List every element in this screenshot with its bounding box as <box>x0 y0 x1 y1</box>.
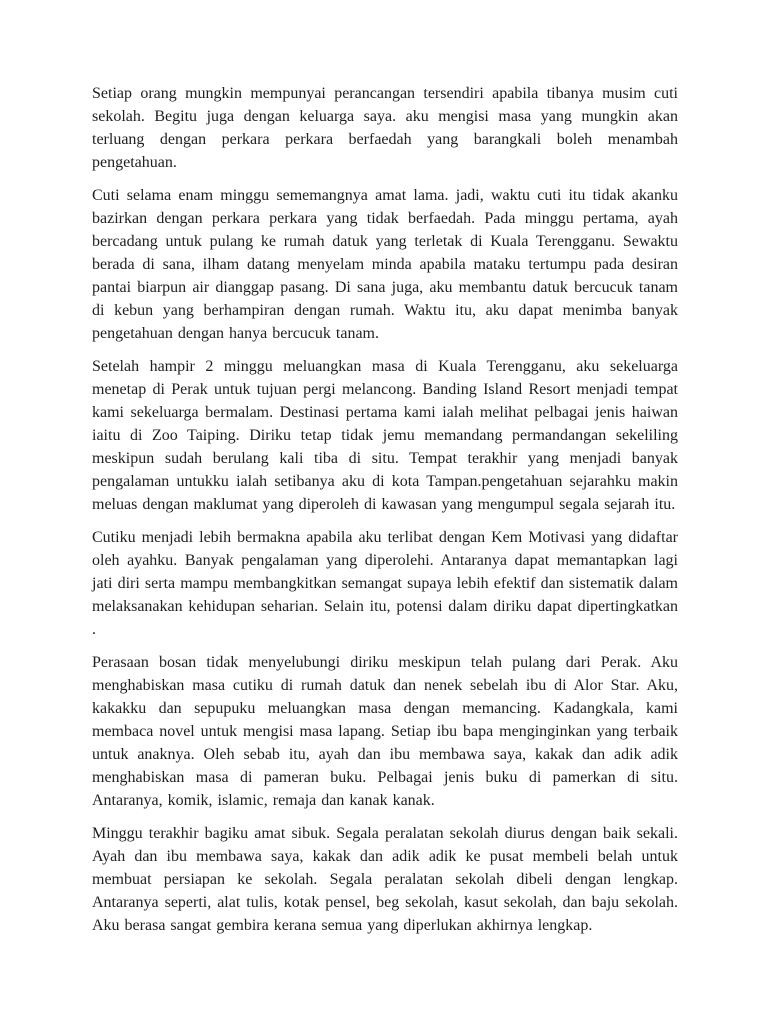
essay-paragraph-6: Minggu terakhir bagiku amat sibuk. Segala peralatan sekolah diurus dengan baik sekali. Ayah dan ibu membawa saya, kakak dan adik adik ke pusat membeli belah untuk membuat persiapan ke sekolah. Segala peralatan sekolah dibeli dengan lengkap. Antaranya seperti, alat tulis, kotak pensel, beg sekolah, kasut sekolah, dan baju sekolah. Aku berasa sangat gembira kerana semua yang diperlukan akhirnya lengkap. <box>92 825 678 934</box>
essay-paragraph-2: Cuti selama enam minggu sememangnya amat lama. jadi, waktu cuti itu tidak akanku bazirkan dengan perkara perkara yang tidak berfaedah. Pada minggu pertama, ayah bercadang untuk pulang ke rumah datuk yang terletak di Kuala Terengganu. Sewaktu berada di sana, ilham datang menyelam minda apabila mataku tertumpu pada desiran pantai biarpun air dianggap pasang. Di sana juga, aku membantu datuk bercucuk tanam di kebun yang berhampiran dengan rumah. Waktu itu, aku dapat menimba banyak pengetahuan dengan hanya bercucuk tanam. <box>92 187 678 342</box>
essay-paragraph-3: Setelah hampir 2 minggu meluangkan masa di Kuala Terengganu, aku sekeluarga menetap di Perak untuk tujuan pergi melancong. Banding Island Resort menjadi tempat kami sekeluarga bermalam. Destinasi pertama kami ialah melihat pelbagai jenis haiwan iaitu di Zoo Taiping. Diriku tetap tidak jemu memandang permandangan sekeliling meskipun sudah berulang kali tiba di situ. Tempat terakhir yang menjadi banyak pengalaman untukku ialah setibanya aku di kota Tampan.pengetahuan sejarahku makin meluas dengan maklumat yang diperoleh di kawasan yang mengumpul segala sejarah itu. <box>92 358 678 513</box>
essay-paragraph-4: Cutiku menjadi lebih bermakna apabila aku terlibat dengan Kem Motivasi yang didaftar oleh ayahku. Banyak pengalaman yang diperolehi. Antaranya dapat memantapkan lagi jati diri serta mampu membangkitkan semangat supaya lebih efektif dan sistematik dalam melaksanakan kehidupan seharian. Selain itu, potensi dalam diriku dapat dipertingkatkan . <box>92 529 678 638</box>
essay-paragraph-1: Setiap orang mungkin mempunyai perancangan tersendiri apabila tibanya musim cuti sekolah. Begitu juga dengan keluarga saya. aku mengisi masa yang mungkin akan terluang dengan perkara perkara berfaedah yang barangkali boleh menambah pengetahuan. <box>92 85 678 171</box>
essay-paragraph-5: Perasaan bosan tidak menyelubungi diriku meskipun telah pulang dari Perak. Aku menghabiskan masa cutiku di rumah datuk dan nenek sebelah ibu di Alor Star. Aku, kakakku dan sepupuku meluangkan masa dengan memancing. Kadangkala, kami membaca novel untuk mengisi masa lapang. Setiap ibu bapa menginginkan yang terbaik untuk anaknya. Oleh sebab itu, ayah dan ibu membawa saya, kakak dan adik adik menghabiskan masa di pameran buku. Pelbagai jenis buku di pamerkan di situ. Antaranya, komik, islamic, remaja dan kanak kanak. <box>92 654 678 809</box>
